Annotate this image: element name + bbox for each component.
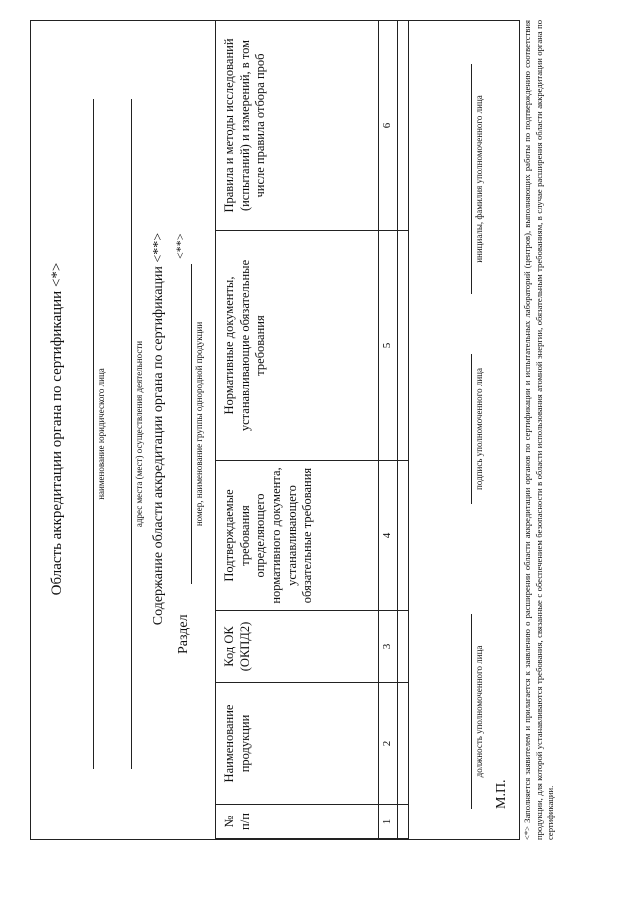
document-sheet	[30, 20, 590, 840]
document-title: Область аккредитации органа по сертификации <*>	[49, 262, 65, 596]
accreditation-table	[215, 20, 409, 839]
table-cell	[397, 21, 408, 231]
footnote: <*> Заполняется заявителем и прилагается к заявлению о расширении области аккредитации органов по сертификации и испытательных лабораторий (центров), выполняющих работы по подтверждению соответствия продукции, для которой устанавливаются требования, связанные с обеспечением безопасности в области использования атомной энергии, обязательным требованиям, в случае расширения области аккредитации органа по сертификации.	[522, 20, 556, 840]
table-header-row	[216, 21, 379, 839]
table-cell	[397, 231, 408, 461]
table-cell	[397, 805, 408, 839]
section-label: Раздел	[176, 614, 191, 654]
column-number: 1	[379, 805, 398, 839]
column-number: 6	[379, 21, 398, 231]
legal-entity-line	[93, 99, 94, 769]
header-product-name: Наименование продукции	[216, 683, 379, 805]
name-line	[471, 64, 472, 294]
column-number: 4	[379, 461, 398, 611]
content-heading: Содержание области аккредитации органа по сертификации <**>	[151, 232, 166, 626]
position-caption: должность уполномоченного лица	[474, 645, 484, 778]
table-cell	[397, 611, 408, 683]
address-line	[131, 99, 132, 769]
table-cell	[397, 461, 408, 611]
signature-line	[471, 354, 472, 504]
section-suffix: <**>	[173, 233, 187, 259]
stamp-placeholder: М.П.	[494, 779, 509, 809]
header-methods: Правила и методы исследований (испытаний) и измерений, в том числе правила отбора проб	[216, 21, 379, 231]
address-caption: адрес места (мест) осуществления деятельности	[134, 340, 144, 528]
column-number: 5	[379, 231, 398, 461]
header-normative-docs: Нормативные документы, устанавливающие обязательные требования	[216, 231, 379, 461]
section-caption: номер, наименование группы однородной продукции	[194, 321, 204, 527]
section-line	[191, 264, 192, 584]
header-requirements: Подтверждаемые требования определяющего нормативного документа, устанавливающего обязательные требования	[216, 461, 379, 611]
column-number: 2	[379, 683, 398, 805]
table-row	[397, 21, 408, 839]
header-number: № п/п	[216, 805, 379, 839]
column-number-row	[379, 21, 398, 839]
form-frame	[30, 20, 520, 840]
signature-caption: подпись уполномоченного лица	[474, 368, 484, 490]
column-number: 3	[379, 611, 398, 683]
position-line	[471, 614, 472, 809]
header-code: Код ОК (ОКПД2)	[216, 611, 379, 683]
legal-entity-caption: наименование юридического лица	[96, 368, 106, 500]
table-cell	[397, 683, 408, 805]
name-caption: инициалы, фамилия уполномоченного лица	[474, 95, 484, 263]
